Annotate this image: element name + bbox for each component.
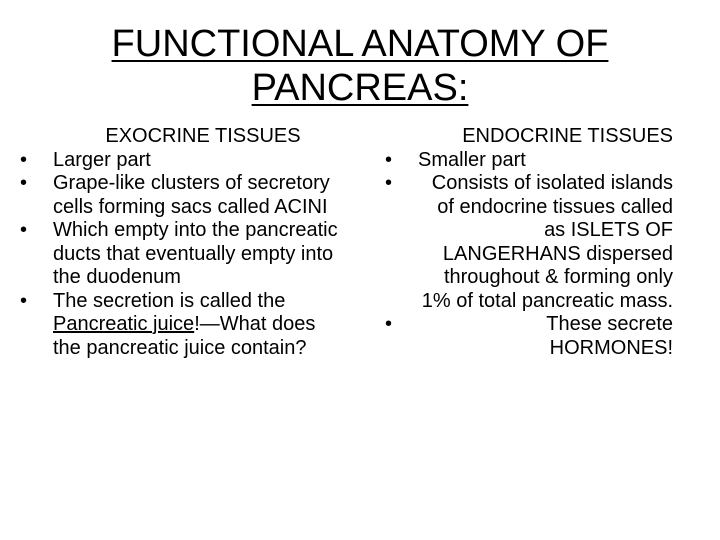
- secretion-text: The secretion is called the: [53, 289, 286, 312]
- bullet-icon: •: [385, 148, 393, 171]
- list-item-text: Grape-like clusters of secretory cells forming sacs called ACINI: [53, 172, 330, 218]
- exocrine-heading: EXOCRINE TISSUES: [105, 125, 301, 147]
- title-line-1: FUNCTIONAL ANATOMY OF: [111, 23, 609, 65]
- list-item-text: Which empty into the pancreatic ducts that eventually empty into the duodenum: [53, 219, 338, 288]
- bullet-icon: •: [20, 219, 28, 241]
- exocrine-list: [18, 149, 348, 361]
- list-item-text: Larger part: [53, 148, 151, 171]
- exocrine-column: [18, 125, 348, 360]
- bullet-icon: •: [385, 313, 393, 335]
- list-item-text: Consists of isolated islands of endocrine tissues called as ISLETS OF LANGERHANS dispersed throughout & forming only 1% of total pancreatic mass.: [421, 172, 673, 312]
- pancreatic-juice-question: !—What does the pancreatic juice contain?: [53, 313, 316, 359]
- bullet-icon: •: [20, 289, 28, 312]
- list-item-text: Smaller part: [418, 148, 526, 171]
- list-item-text: [53, 290, 315, 359]
- list-item: [383, 313, 673, 360]
- slide-title: [0, 22, 720, 110]
- list-item: [383, 172, 673, 313]
- list-item: [18, 219, 348, 290]
- bullet-icon: •: [385, 172, 393, 194]
- list-item: [18, 290, 348, 361]
- list-item: [383, 149, 673, 173]
- title-line-2: PANCREAS:: [251, 67, 469, 109]
- endocrine-list: [383, 149, 673, 361]
- bullet-icon: •: [20, 148, 28, 171]
- list-item: [18, 149, 348, 173]
- endocrine-column: [383, 125, 673, 360]
- endocrine-heading: ENDOCRINE TISSUES: [462, 125, 673, 147]
- list-item-text: These secrete HORMONES!: [546, 313, 673, 359]
- pancreatic-juice-term: Pancreatic juice: [53, 313, 195, 335]
- list-item: [18, 172, 348, 219]
- bullet-icon: •: [20, 172, 28, 194]
